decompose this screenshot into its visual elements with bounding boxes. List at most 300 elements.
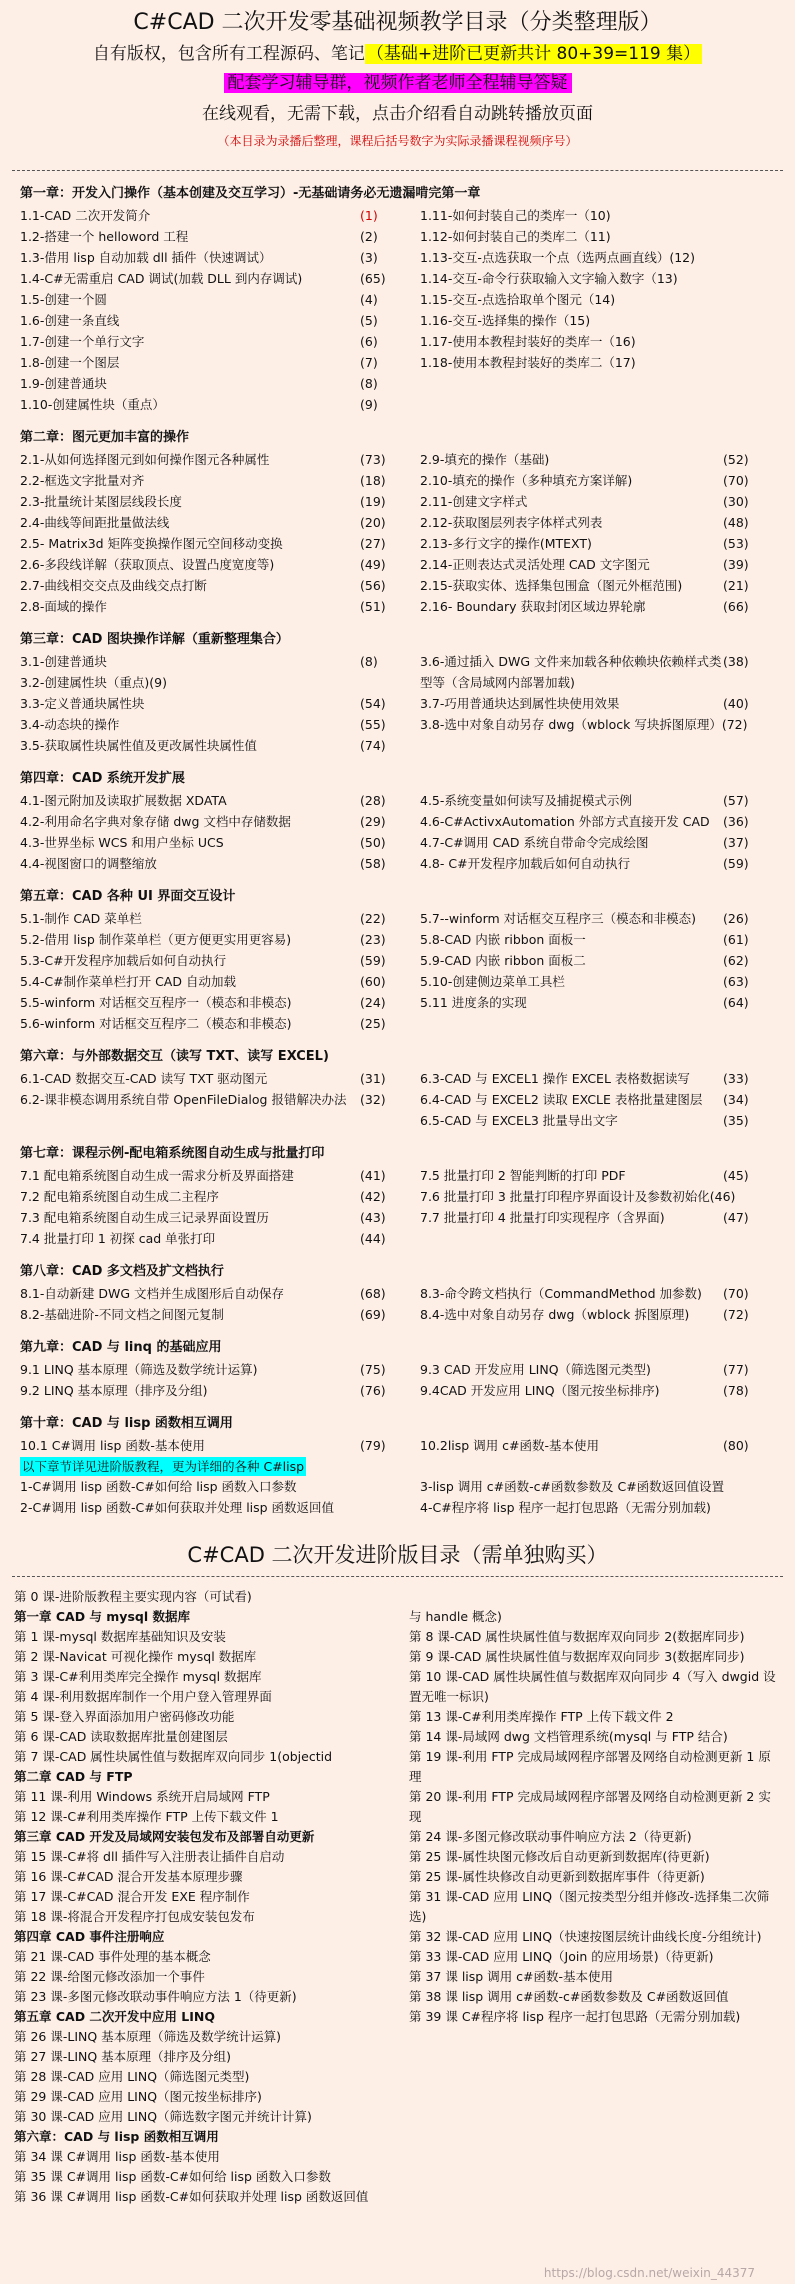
lesson-number: (34) [723, 1092, 749, 1107]
left-column [20, 1068, 412, 1131]
lesson-item[interactable] [20, 449, 412, 470]
lesson-item[interactable] [420, 1380, 775, 1401]
lesson-item[interactable] [420, 449, 775, 470]
lesson-title: 3.3-定义普通块属性块 [20, 696, 145, 711]
lesson-item[interactable] [420, 853, 775, 874]
lesson-item[interactable] [20, 693, 412, 714]
lesson-title: 2.6-多段线详解（获取顶点、设置凸度宽度等) [20, 557, 275, 572]
lesson-item[interactable] [420, 929, 775, 950]
lesson-number: (60) [360, 974, 386, 989]
advanced-lesson[interactable]: 第 30 课-CAD 应用 LINQ（筛选数字图元并统计计算) [14, 2109, 312, 2124]
lesson-number: (48) [723, 515, 749, 530]
lesson-title: 2.3-批量统计某图层线段长度 [20, 494, 182, 509]
lesson-number: (61) [723, 932, 749, 947]
chapter-section [20, 1339, 775, 1401]
lesson-title: 7.4 批量打印 1 初探 cad 单张打印 [20, 1231, 216, 1246]
left-column [20, 1476, 412, 1518]
lesson-item[interactable] [20, 247, 412, 268]
advanced-chapter-title: 第一章 CAD 与 mysql 数据库 [14, 1609, 190, 1624]
advanced-lesson[interactable]: 第 8 课-CAD 属性块属性值与数据库双向同步 2(数据库同步) [409, 1629, 745, 1644]
lesson-title: 2.14-正则表达式灵活处理 CAD 文字图元 [420, 557, 650, 572]
lisp-advanced-highlight: 以下章节详见进阶版教程，更为详细的各种 C#lisp [22, 1459, 305, 1474]
lesson-title: 2.4-曲线等间距批量做法线 [20, 515, 170, 530]
advanced-lesson[interactable]: 第 29 课-CAD 应用 LINQ（图元按坐标排序) [14, 2089, 262, 2104]
lesson-item[interactable] [420, 352, 775, 373]
lesson-item[interactable] [20, 1207, 412, 1228]
lesson-title: 1.15-交互-点选拾取单个图元（14) [420, 292, 616, 307]
lisp-advanced-grid [20, 1476, 775, 1518]
lesson-title: 1.13-交互-点选获取一个点（选两点画直线）(12) [420, 250, 696, 265]
lesson-title: 9.3 CAD 开发应用 LINQ（筛选图元类型) [420, 1362, 651, 1377]
lesson-item[interactable] [20, 992, 412, 1013]
advanced-lesson[interactable]: 第 5 课-登入界面添加用户密码修改功能 [14, 1709, 235, 1724]
advanced-section [0, 1587, 795, 2207]
lesson-item[interactable] [20, 1304, 412, 1325]
lesson-item[interactable] [20, 1435, 412, 1456]
advanced-lesson[interactable]: 第 12 课-C#利用类库操作 FTP 上传下载文件 1 [14, 1809, 279, 1824]
lesson-number: (18) [360, 473, 386, 488]
chapter-title: 第十章：CAD 与 lisp 函数相互调用 [20, 1416, 233, 1431]
lesson-title: 10.2lisp 调用 c#函数-基本使用 [420, 1438, 600, 1453]
copyright-text: 自有版权，包含所有工程源码、笔记 [92, 44, 365, 64]
advanced-lesson[interactable]: 第 11 课-利用 Windows 系统开启局域网 FTP [14, 1789, 270, 1804]
lesson-title: 8.2-基础进阶-不同文档之间图元复制 [20, 1307, 224, 1322]
lesson-title: 7.6 批量打印 3 批量打印程序界面设计及参数初始化(46) [420, 1189, 736, 1204]
lesson-number: (64) [723, 995, 749, 1010]
lesson-item[interactable] [420, 470, 775, 491]
lesson-number: (36) [723, 814, 749, 829]
lesson-item[interactable] [20, 908, 412, 929]
lesson-item[interactable] [420, 533, 775, 554]
lesson-item[interactable] [20, 226, 412, 247]
lesson-item[interactable] [420, 714, 775, 735]
lesson-title: 5.6-winform 对话框交互程序二（模态和非模态) [20, 1016, 292, 1031]
lesson-title: 1.17-使用本教程封装好的类库一（16) [420, 334, 636, 349]
lesson-number: (32) [360, 1092, 386, 1107]
lesson-number: (31) [360, 1071, 386, 1086]
lesson-item[interactable] [20, 470, 412, 491]
advanced-chapter-title: 第五章 CAD 二次开发中应用 LINQ [14, 2009, 215, 2024]
lesson-item[interactable] [20, 1359, 412, 1380]
lesson-title: 8.3-命令跨文档执行（CommandMethod 加参数) [420, 1286, 702, 1301]
lesson-item[interactable] [420, 310, 775, 331]
lesson-item[interactable] [420, 268, 775, 289]
advanced-lesson[interactable]: 第 33 课-CAD 应用 LINQ（Join 的应用场景)（待更新) [409, 1949, 714, 1964]
left-column [20, 1359, 412, 1401]
lesson-number: (40) [723, 696, 749, 711]
lesson-item[interactable] [420, 992, 775, 1013]
lesson-item[interactable] [420, 512, 775, 533]
lesson-title: 5.3-C#开发程序加载后如何自动执行 [20, 953, 227, 968]
lesson-item[interactable] [420, 1068, 775, 1089]
lesson-title: 3.8-选中对象自动另存 dwg（wblock 写块拆图原理）(72) [420, 717, 748, 732]
support-highlight: 配套学习辅导群，视频作者老师全程辅导答疑 [224, 73, 572, 93]
advanced-lesson[interactable]: 第 25 课-属性块修改自动更新到数据库事件（待更新) [409, 1869, 705, 1884]
lesson-number: (47) [723, 1210, 749, 1225]
lesson-item[interactable]: 4-C#程序将 lisp 程序一起打包思路（无需分别加载) [420, 1500, 711, 1515]
lesson-title: 9.1 LINQ 基本原理（筛选及数学统计运算) [20, 1362, 258, 1377]
advanced-lesson[interactable]: 第 19 课-利用 FTP 完成局域网程序部署及网络自动检测更新 1 原理 [409, 1749, 771, 1784]
lesson-title: 1.2-搭建一个 helloword 工程 [20, 229, 189, 244]
lesson-title: 2.8-面域的操作 [20, 599, 107, 614]
chapter-section [20, 888, 775, 1034]
lesson-title: 1.3-借用 lisp 自动加载 dll 插件（快速调试） [20, 250, 272, 265]
right-column [420, 651, 775, 756]
lesson-title: 7.5 批量打印 2 智能判断的打印 PDF [420, 1168, 626, 1183]
chapter-section [20, 770, 775, 874]
advanced-lesson[interactable]: 第 31 课-CAD 应用 LINQ（图元按类型分组并修改-选择集二次筛选) [409, 1889, 770, 1924]
lesson-item[interactable] [420, 247, 775, 268]
lesson-item[interactable] [420, 554, 775, 575]
divider [12, 170, 783, 171]
lesson-item[interactable] [20, 1228, 412, 1249]
advanced-left-column [14, 1607, 399, 2207]
episode-count-highlight: （基础+进阶已更新共计 80+39=119 集） [366, 44, 701, 64]
advanced-lesson[interactable]: 第 21 课-CAD 事件处理的基本概念 [14, 1949, 211, 1964]
lesson-item[interactable] [20, 1380, 412, 1401]
lesson-item[interactable]: 2-C#调用 lisp 函数-C#如何获取并处理 lisp 函数返回值 [20, 1500, 335, 1515]
advanced-lesson[interactable]: 第 24 课-多图元修改联动事件响应方法 2（待更新) [409, 1829, 692, 1844]
lesson-item[interactable] [420, 832, 775, 853]
lesson-item[interactable] [420, 1304, 775, 1325]
lesson-title: 1.14-交互-命令行获取输入文字输入数字（13) [420, 271, 678, 286]
lesson-item[interactable] [420, 1186, 775, 1207]
advanced-lesson[interactable]: 第 9 课-CAD 属性块属性值与数据库双向同步 3(数据库同步) [409, 1649, 745, 1664]
lesson-item[interactable] [20, 1013, 412, 1034]
lesson-item[interactable] [20, 373, 412, 394]
lesson-item[interactable] [420, 1165, 775, 1186]
lesson-number: (2) [360, 229, 378, 244]
chapter-title: 第四章：CAD 系统开发扩展 [20, 771, 185, 786]
lesson-title: 1.12-如何封装自己的类库二（11) [420, 229, 611, 244]
lesson-item[interactable] [20, 205, 412, 226]
lesson-title: 4.7-C#调用 CAD 系统自带命令完成绘图 [420, 835, 649, 850]
advanced-lesson[interactable]: 第 18 课-将混合开发程序打包成安装包发布 [14, 1909, 255, 1924]
lesson-item[interactable] [420, 289, 775, 310]
lesson-title: 1.11-如何封装自己的类库一（10) [420, 208, 611, 223]
lesson-title: 1.7-创建一个单行文字 [20, 334, 145, 349]
lesson-title: 1.10-创建属性块（重点） [20, 397, 165, 412]
lesson-number: (26) [723, 911, 749, 926]
lesson-item[interactable] [20, 289, 412, 310]
page-title: C#CAD 二次开发零基础视频教学目录（分类整理版） [133, 10, 662, 35]
lesson-item[interactable] [20, 268, 412, 289]
chapter-title: 第七章：课程示例-配电箱系统图自动生成与批量打印 [20, 1146, 325, 1161]
advanced-lesson[interactable]: 第 34 课 C#调用 lisp 函数-基本使用 [14, 2149, 220, 2164]
advanced-chapter-title: 第三章 CAD 开发及局域网安装包发布及部署自动更新 [14, 1829, 315, 1844]
right-column [420, 1476, 775, 1518]
advanced-lesson[interactable]: 第 36 课 C#调用 lisp 函数-C#如何获取并处理 lisp 函数返回值 [14, 2189, 369, 2204]
lesson-number: (52) [723, 452, 749, 467]
advanced-lesson[interactable]: 第 35 课 C#调用 lisp 函数-C#如何给 lisp 函数入口参数 [14, 2169, 331, 2184]
left-column [20, 1435, 412, 1456]
chapter-section [20, 429, 775, 617]
advanced-lesson[interactable]: 第 10 课-CAD 属性块属性值与数据库双向同步 4（写入 dwgid 设置无唯一标识) [409, 1669, 776, 1704]
support-line [0, 70, 795, 96]
chapter-grid [20, 1068, 775, 1131]
lesson-item[interactable] [20, 735, 412, 756]
lesson-number: (9) [360, 397, 378, 412]
lesson-title: 5.4-C#制作菜单栏打开 CAD 自动加载 [20, 974, 236, 989]
lesson-title: 6.4-CAD 与 EXCEL2 读取 EXCLE 表格批量建图层 [420, 1092, 703, 1107]
lesson-title: 5.8-CAD 内嵌 ribbon 面板一 [420, 932, 586, 947]
lesson-title: 5.10-创建侧边菜单工具栏 [420, 974, 565, 989]
lesson-number: (59) [360, 953, 386, 968]
lesson-number: (63) [723, 974, 749, 989]
right-column [420, 1165, 775, 1249]
advanced-lesson[interactable]: 第 6 课-CAD 读取数据库批量创建图层 [14, 1729, 228, 1744]
advanced-lesson[interactable]: 第 38 课 lisp 调用 c#函数-c#函数参数及 C#函数返回值 [409, 1989, 729, 2004]
advanced-lesson[interactable]: 第 3 课-C#利用类库完全操作 mysql 数据库 [14, 1669, 262, 1684]
advanced-lesson[interactable]: 第 17 课-C#CAD 混合开发 EXE 程序制作 [14, 1889, 250, 1904]
lesson-title: 9.2 LINQ 基本原理（排序及分组) [20, 1383, 208, 1398]
lesson-title: 6.3-CAD 与 EXCEL1 操作 EXCEL 表格数据读写 [420, 1071, 690, 1086]
lesson-item[interactable] [420, 811, 775, 832]
lesson-title: 5.11 进度条的实现 [420, 995, 527, 1010]
advanced-chapter-title: 第二章 CAD 与 FTP [14, 1769, 133, 1784]
lesson-title: 2.16- Boundary 获取封闭区域边界轮廓 [420, 599, 646, 614]
lesson-item[interactable] [20, 651, 412, 672]
chapter-grid [20, 1165, 775, 1249]
lesson-number: (39) [723, 557, 749, 572]
lesson-item[interactable] [20, 394, 412, 415]
lesson-item[interactable] [20, 512, 412, 533]
advanced-lesson[interactable]: 第 7 课-CAD 属性块属性值与数据库双向同步 1(objectid [14, 1749, 333, 1764]
advanced-lesson[interactable]: 第 39 课 C#程序将 lisp 程序一起打包思路（无需分别加载) [409, 2009, 741, 2024]
chapter-grid [20, 790, 775, 874]
chapter-section [20, 1415, 775, 1518]
lesson-number: (80) [723, 1438, 749, 1453]
advanced-lesson[interactable]: 第 1 课-mysql 数据库基础知识及安装 [14, 1629, 226, 1644]
lesson-number: (5) [360, 313, 378, 328]
advanced-lesson[interactable]: 第 13 课-C#利用类库操作 FTP 上传下载文件 2 [409, 1709, 674, 1724]
chapter-title: 第二章：图元更加丰富的操作 [20, 430, 190, 445]
right-column [420, 449, 775, 617]
chapter-grid [20, 908, 775, 1034]
lesson-item[interactable] [20, 790, 412, 811]
advanced-lesson[interactable]: 第 16 课-C#CAD 混合开发基本原理步骤 [14, 1869, 243, 1884]
lesson-title: 5.2-借用 lisp 制作菜单栏（更方便更实用更容易) [20, 932, 292, 947]
lesson-item[interactable] [420, 950, 775, 971]
left-column [20, 908, 412, 1034]
lesson-number: (29) [360, 814, 386, 829]
lesson-item[interactable] [20, 929, 412, 950]
lesson-item[interactable] [20, 491, 412, 512]
lesson-title: 5.1-制作 CAD 菜单栏 [20, 911, 142, 926]
lesson-item[interactable] [420, 908, 775, 929]
lesson-number: (45) [723, 1168, 749, 1183]
lesson-title: 4.2-利用命名字典对象存储 dwg 文档中存储数据 [20, 814, 291, 829]
lesson-title: 1.4-C#无需重启 CAD 调试(加载 DLL 到内存调试) [20, 271, 303, 286]
lesson-title: 7.1 配电箱系统图自动生成一需求分析及界面搭建 [20, 1168, 294, 1183]
advanced-lesson[interactable]: 第 23 课-多图元修改联动事件响应方法 1（待更新) [14, 1989, 297, 2004]
advanced-lesson[interactable]: 第 37 课 lisp 调用 c#函数-基本使用 [409, 1969, 614, 1984]
lesson-number: (73) [360, 452, 386, 467]
lesson-item[interactable] [20, 352, 412, 373]
lesson-item[interactable] [420, 790, 775, 811]
chapter-title: 第三章：CAD 图块操作详解（重新整理集合） [20, 632, 289, 647]
lesson-number: (75) [360, 1362, 386, 1377]
lesson-item[interactable] [20, 310, 412, 331]
lesson-item[interactable] [420, 1359, 775, 1380]
lesson-item[interactable] [20, 971, 412, 992]
advanced-chapter-title: 第六章：CAD 与 lisp 函数相互调用 [14, 2129, 219, 2144]
lesson-item[interactable] [420, 971, 775, 992]
lesson-item[interactable] [20, 1089, 412, 1110]
header [0, 0, 795, 150]
lesson-number: (22) [360, 911, 386, 926]
chapter-grid [20, 1435, 775, 1456]
lesson-item[interactable] [20, 554, 412, 575]
advanced-lesson[interactable]: 第 25 课-属性块图元修改后自动更新到数据库(待更新) [409, 1849, 710, 1864]
lesson-title: 3.2-创建属性块（重点)(9) [20, 675, 167, 690]
lesson-item[interactable] [20, 672, 412, 693]
lesson-item[interactable]: 1-C#调用 lisp 函数-C#如何给 lisp 函数入口参数 [20, 1479, 297, 1494]
lesson-number: (38) [723, 654, 749, 669]
lesson-item[interactable] [20, 533, 412, 554]
lesson-number: (76) [360, 1383, 386, 1398]
lesson-title: 8.1-自动新建 DWG 文档并生成图形后自动保存 [20, 1286, 285, 1301]
lesson-title: 3.5-获取属性块属性值及更改属性块属性值 [20, 738, 257, 753]
lesson-item[interactable] [420, 1435, 775, 1456]
lesson-item[interactable] [420, 1207, 775, 1228]
advanced-lesson[interactable]: 第 20 课-利用 FTP 完成局域网程序部署及网络自动检测更新 2 实现 [409, 1789, 771, 1824]
lesson-title: 8.4-选中对象自动另存 dwg（wblock 拆图原理) [420, 1307, 690, 1322]
left-column [20, 1283, 412, 1325]
right-column [420, 1359, 775, 1401]
advanced-lesson[interactable]: 第 32 课-CAD 应用 LINQ（快速按图层统计曲线长度-分组统计) [409, 1929, 762, 1944]
left-column [20, 449, 412, 617]
lesson-title: 1.1-CAD 二次开发简介 [20, 208, 151, 223]
lesson-number: (50) [360, 835, 386, 850]
lesson-item[interactable] [420, 1089, 775, 1110]
lesson-item[interactable] [20, 596, 412, 617]
lesson-item[interactable] [20, 714, 412, 735]
lesson-title: 2.11-创建文字样式 [420, 494, 528, 509]
lesson-item[interactable] [420, 226, 775, 247]
lesson-item[interactable] [20, 575, 412, 596]
lesson-number: (7) [360, 355, 378, 370]
right-column [420, 790, 775, 874]
lesson-title: 4.5-系统变量如何读写及捕捉模式示例 [420, 793, 632, 808]
lesson-item[interactable] [20, 853, 412, 874]
advanced-lesson[interactable]: 第 28 课-CAD 应用 LINQ（筛选图元类型) [14, 2069, 250, 2084]
lesson-number: (56) [360, 578, 386, 593]
lesson-number: (79) [360, 1438, 386, 1453]
divider-advanced [12, 1576, 783, 1577]
lesson-number: (33) [723, 1071, 749, 1086]
advanced-title: C#CAD 二次开发进阶版目录（需单独购买） [187, 1543, 608, 1567]
lesson-item[interactable] [420, 1283, 775, 1304]
lesson-number: (6) [360, 334, 378, 349]
lesson-item[interactable] [20, 1068, 412, 1089]
lesson-title: 2.2-框选文字批量对齐 [20, 473, 145, 488]
chapter-section [20, 1145, 775, 1249]
lesson-number: (68) [360, 1286, 386, 1301]
lesson-item[interactable] [420, 1110, 775, 1131]
lesson-item[interactable] [20, 1186, 412, 1207]
advanced-lesson[interactable]: 第 14 课-局域网 dwg 文档管理系统(mysql 与 FTP 结合) [409, 1729, 728, 1744]
lesson-item[interactable] [420, 331, 775, 352]
advanced-lesson[interactable]: 第 4 课-利用数据库制作一个用户登入管理界面 [14, 1689, 272, 1704]
chapter-title: 第九章：CAD 与 linq 的基础应用 [20, 1340, 222, 1355]
lesson-number: (41) [360, 1168, 386, 1183]
left-column [20, 790, 412, 874]
lesson-number: (19) [360, 494, 386, 509]
note-line: （本目录为录播后整理，课程后括号数字为实际录播课程视频序号） [217, 134, 578, 148]
lesson-number: (69) [360, 1307, 386, 1322]
chapter-section [20, 631, 775, 756]
advanced-chapter-title: 第四章 CAD 事件注册响应 [14, 1929, 165, 1944]
lesson-number: (42) [360, 1189, 386, 1204]
lesson-item[interactable] [20, 950, 412, 971]
lesson-item[interactable] [20, 1165, 412, 1186]
chapter-title: 第八章：CAD 多文档及扩文档执行 [20, 1264, 224, 1279]
lesson-title: 1.6-创建一条直线 [20, 313, 120, 328]
lesson-item[interactable] [20, 832, 412, 853]
lesson-title: 2.13-多行文字的操作(MTEXT) [420, 536, 592, 551]
lesson-title: 2.5- Matrix3d 矩阵变换操作图元空间移动变换 [20, 536, 283, 551]
advanced-lesson[interactable]: 第 26 课-LINQ 基本原理（筛选及数学统计运算) [14, 2029, 282, 2044]
lesson-item[interactable] [420, 491, 775, 512]
lesson-title: 6.1-CAD 数据交互-CAD 读写 TXT 驱动图元 [20, 1071, 268, 1086]
chapter-section [20, 1048, 775, 1131]
lesson-item[interactable] [420, 693, 775, 714]
lesson-item[interactable] [20, 811, 412, 832]
lesson-title: 3.7-巧用普通块达到属性块使用效果 [420, 696, 620, 711]
lesson-title: 2.9-填充的操作（基础) [420, 452, 550, 467]
lesson-title: 5.5-winform 对话框交互程序一（模态和非模态) [20, 995, 292, 1010]
lesson-item[interactable] [420, 651, 775, 693]
lesson-number: (65) [360, 271, 386, 286]
lesson-number: (24) [360, 995, 386, 1010]
lesson-number: (72) [723, 1307, 749, 1322]
online-watch-line: 在线观看，无需下载，点击介绍看自动跳转播放页面 [202, 104, 593, 124]
lesson-item[interactable] [20, 1283, 412, 1304]
left-column [20, 205, 412, 415]
lesson-number: (35) [723, 1113, 749, 1128]
chapter-title: 第五章：CAD 各种 UI 界面交互设计 [20, 889, 236, 904]
left-column [20, 651, 412, 756]
lesson-number: (20) [360, 515, 386, 530]
right-column [420, 205, 775, 415]
advanced-lesson-zero[interactable]: 第 0 课-进阶版教程主要实现内容（可试看) [14, 1589, 252, 1604]
lesson-number: (78) [723, 1383, 749, 1398]
lesson-title: 2.1-从如何选择图元到如何操作图元各种属性 [20, 452, 270, 467]
advanced-lesson[interactable]: 第 15 课-C#将 dll 插件写入注册表让插件自启动 [14, 1849, 285, 1864]
lesson-item[interactable] [420, 575, 775, 596]
lesson-number: (77) [723, 1362, 749, 1377]
lesson-number: (27) [360, 536, 386, 551]
lesson-title: 6.5-CAD 与 EXCEL3 批量导出文字 [420, 1113, 618, 1128]
lesson-number: (74) [360, 738, 386, 753]
advanced-lesson[interactable]: 第 22 课-给图元修改添加一个事件 [14, 1969, 205, 1984]
lesson-number: (3) [360, 250, 378, 265]
lesson-title: 4.6-C#ActivxAutomation 外部方式直接开发 CAD [420, 814, 710, 829]
advanced-lesson[interactable]: 第 2 课-Navicat 可视化操作 mysql 数据库 [14, 1649, 257, 1664]
lesson-title: 2.7-曲线相交交点及曲线交点打断 [20, 578, 207, 593]
advanced-lesson[interactable]: 第 27 课-LINQ 基本原理（排序及分组) [14, 2049, 232, 2064]
basic-chapters [0, 185, 795, 1518]
lesson-title: 2.10-填充的操作（多种填充方案详解) [420, 473, 633, 488]
right-column [420, 1068, 775, 1131]
lesson-item[interactable] [420, 205, 775, 226]
advanced-lesson[interactable]: 与 handle 概念) [409, 1609, 502, 1624]
lesson-item[interactable]: 3-lisp 调用 c#函数-c#函数参数及 C#函数返回值设置 [420, 1479, 725, 1494]
lesson-item[interactable] [420, 596, 775, 617]
chapter-grid [20, 449, 775, 617]
lesson-item[interactable] [20, 331, 412, 352]
